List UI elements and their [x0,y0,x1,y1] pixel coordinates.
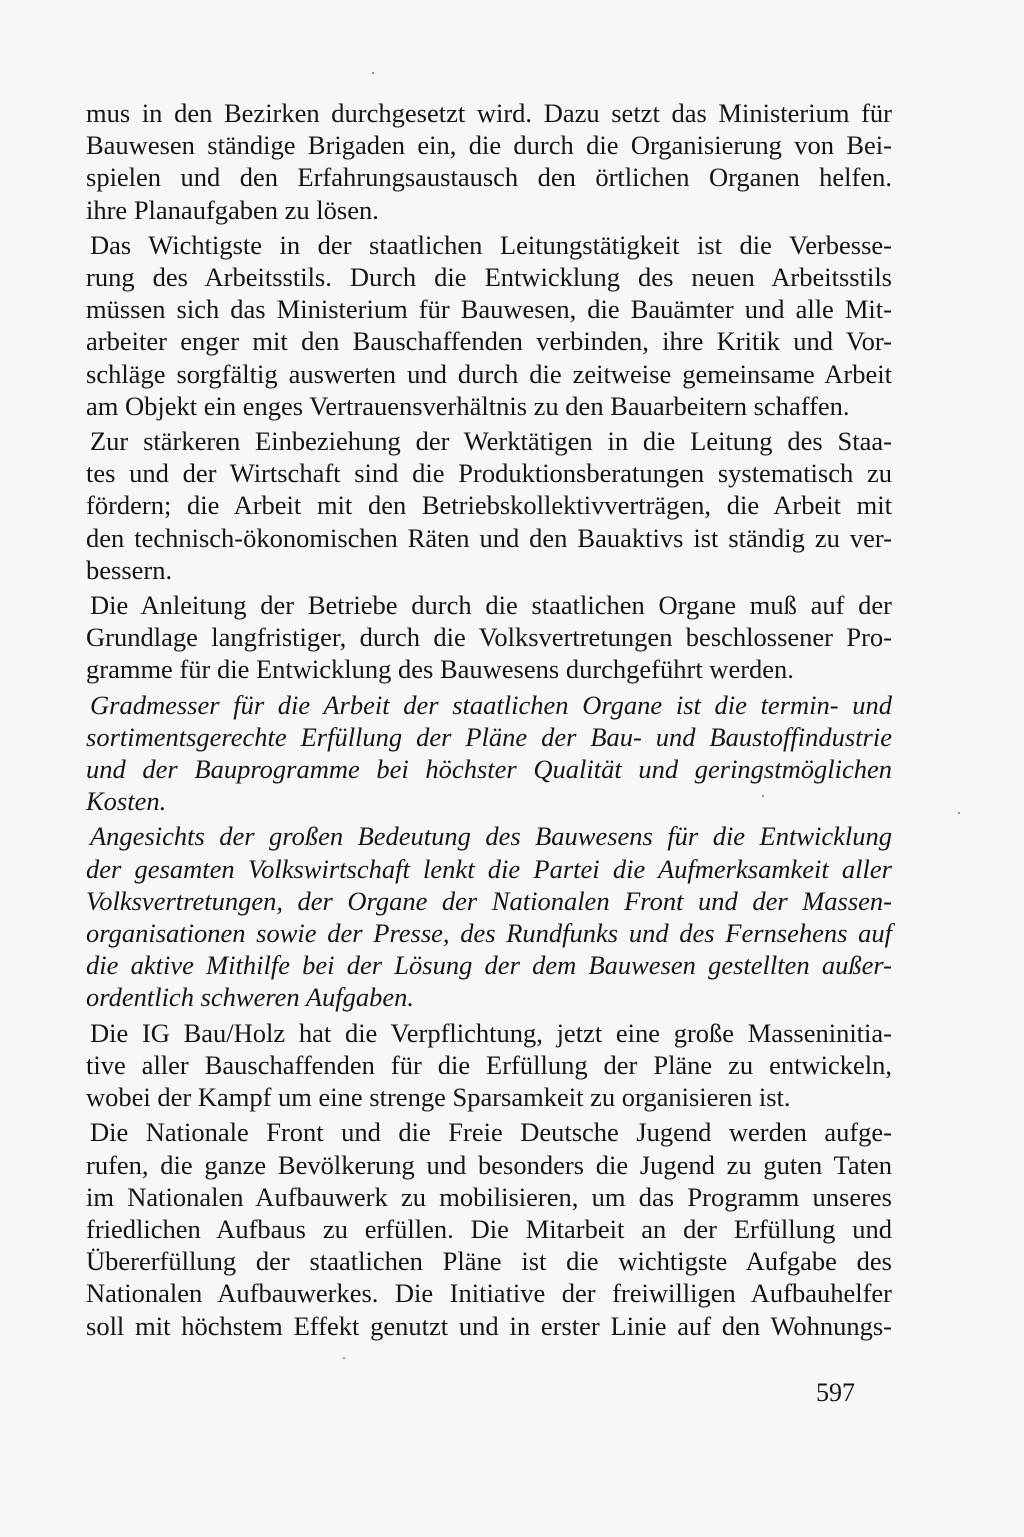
paragraph [86,589,892,686]
text-line: fördern; die Arbeit mit den Betriebskollektivverträgen, die Arbeit mit [86,490,892,521]
paragraph [86,229,892,422]
text-line: wobei der Kampf um eine strenge Sparsamkeit zu organisieren ist. [86,1082,791,1113]
text-line: sortimentsgerechte Erfüllung der Pläne der Bau- und Baustoffindustrie [86,721,892,752]
text-line: Das Wichtigste in der staatlichen Leitungstätigkeit ist die Verbesse- [90,229,892,260]
text-line: Bauwesen ständige Brigaden ein, die durch die Organisierung von Bei- [86,130,892,161]
text-line: der gesamten Volkswirtschaft lenkt die Partei die Aufmerksamkeit aller [86,853,892,884]
text-line: am Objekt ein enges Vertrauensverhältnis zu den Bauarbeitern schaffen. [86,390,850,421]
text-line: schläge sorgfältig auswerten und durch die zeitweise gemeinsame Arbeit [86,358,892,389]
paragraph [86,97,892,226]
paragraph [86,689,892,818]
text-line: mus in den Bezirken durchgesetzt wird. Dazu setzt das Ministerium für [86,98,892,128]
paragraph [86,820,892,1013]
text-line: Die Nationale Front und die Freie Deutsche Jugend werden aufge- [90,1117,892,1148]
page-number: 597 [816,1378,855,1407]
text-line: gramme für die Entwicklung des Bauwesens durchgeführt werden. [86,654,794,685]
text-line: tive aller Bauschaffenden für die Erfüllung der Pläne zu entwickeln, [86,1049,892,1080]
text-line: friedlichen Aufbaus zu erfüllen. Die Mitarbeit an der Erfüllung und [86,1213,892,1244]
text-line: organisationen sowie der Presse, des Rundfunks und des Fernsehens auf [86,918,892,949]
text-line: rufen, die ganze Bevölkerung und besonders die Jugend zu guten Taten [86,1149,892,1180]
text-line: und der Bauprogramme bei höchster Qualität und geringstmöglichen [86,754,892,785]
text-line: Zur stärkeren Einbeziehung der Werktätigen in die Leitung des Staa- [90,426,892,457]
text-line: bessern. [86,554,173,585]
text-line: Übererfüllung der staatlichen Pläne ist die wichtigste Aufgabe des [86,1246,892,1277]
dust-speck [958,812,960,814]
dust-speck [343,1357,345,1359]
body-text [86,97,892,1342]
text-line: Angesichts der großen Bedeutung des Bauwesens für die Entwicklung [90,821,892,852]
text-line: müssen sich das Ministerium für Bauwesen, die Bauämter und alle Mit- [86,294,892,325]
text-line: tes und der Wirtschaft sind die Produktionsberatungen systematisch zu [86,458,892,489]
text-line: ihre Planaufgaben zu lösen. [86,194,379,225]
text-line: rung des Arbeitsstils. Durch die Entwicklung des neuen Arbeitsstils [86,262,892,293]
dust-speck [372,72,374,74]
text-line: Die Anleitung der Betriebe durch die staatlichen Organe muß auf der [90,590,892,621]
paragraph [86,1017,892,1114]
paragraph [86,425,892,586]
text-line: im Nationalen Aufbauwerk zu mobilisieren, um das Programm unseres [86,1181,892,1212]
text-line: soll mit höchstem Effekt genutzt und in erster Linie auf den Wohnungs- [86,1310,892,1341]
paragraph [86,1116,892,1341]
text-line: die aktive Mithilfe bei der Lösung der dem Bauwesen gestellten außer- [86,950,892,981]
text-line: ordentlich schweren Aufgaben. [86,982,415,1013]
text-line: Kosten. [86,786,167,817]
text-line: Die IG Bau/Holz hat die Verpflichtung, jetzt eine große Masseninitia- [90,1017,892,1048]
text-line: spielen und den Erfahrungsaustausch den örtlichen Organen helfen. [86,162,892,193]
text-line: arbeiter enger mit den Bauschaffenden verbinden, ihre Kritik und Vor- [86,326,892,357]
text-line: Volksvertretungen, der Organe der Nationalen Front und der Massen- [86,885,892,916]
text-line: den technisch-ökonomischen Räten und den Bauaktivs ist ständig zu ver- [86,522,892,553]
text-line: Grundlage langfristiger, durch die Volksvertretungen beschlossener Pro- [86,622,892,653]
text-line: Gradmesser für die Arbeit der staatlichen Organe ist die termin- und [90,689,892,720]
text-line: Nationalen Aufbauwerkes. Die Initiative der freiwilligen Aufbauhelfer [86,1278,892,1309]
